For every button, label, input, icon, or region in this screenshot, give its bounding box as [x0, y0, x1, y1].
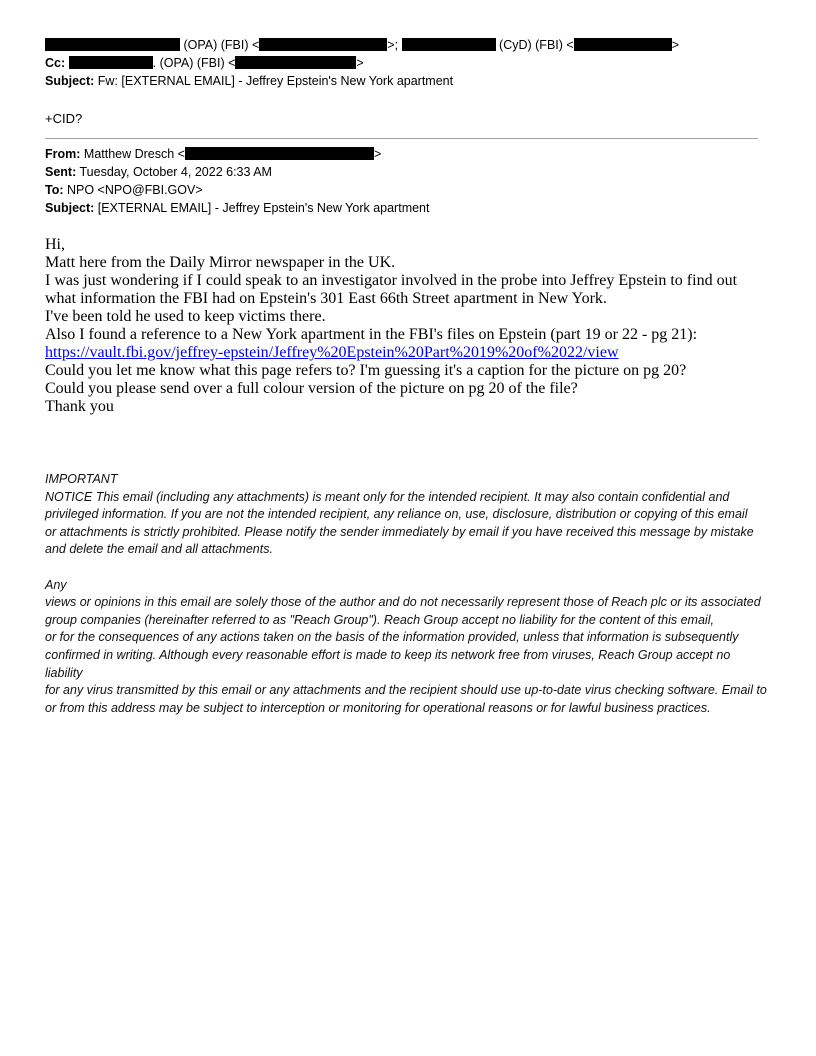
original-subject-label: Subject:	[45, 201, 95, 215]
forward-to-line	[45, 36, 771, 54]
email-document	[45, 36, 771, 717]
redaction-bar	[259, 38, 387, 51]
redaction-bar	[235, 56, 356, 69]
body-line: I've been told he used to keep victims there.	[45, 308, 326, 325]
cc-close-text: >	[356, 56, 364, 70]
cc-recipient-text: . (OPA) (FBI) <	[152, 56, 236, 70]
original-subject-value: [EXTERNAL EMAIL] - Jeffrey Epstein's New York apartment	[97, 201, 430, 215]
disclaimer-text: for any virus transmitted by this email or any attachments and the recipient should use up-to-date virus checking software. Email to or from this address may be subject to interception or monitoring for operational reasons or for lawful business practices.	[45, 683, 767, 715]
to-label: To:	[45, 183, 64, 197]
subject-value: Fw: [EXTERNAL EMAIL] - Jeffrey Epstein's New York apartment	[97, 74, 454, 88]
body-line: Could you let me know what this page refers to? I'm guessing it's a caption for the picture on pg 20?	[45, 362, 687, 379]
closing: Thank you	[45, 398, 114, 415]
legal-disclaimer	[45, 471, 771, 717]
disclaimer-text: or for the consequences of any actions taken on the basis of the information provided, unless that information is subsequently confirmed in writing. Although every reasonable effort is made to keep its network free from viruses, Reach Group accept no liability	[45, 630, 739, 680]
subject-label: Subject:	[45, 74, 95, 88]
sent-value: Tuesday, October 4, 2022 6:33 AM	[79, 165, 272, 179]
sent-label: Sent:	[45, 165, 77, 179]
redaction-bar	[185, 147, 374, 160]
original-from-line	[45, 145, 771, 163]
redaction-bar	[45, 38, 180, 51]
disclaimer-text: or attachments is strictly prohibited. Please notify the sender immediately by email if you have received this message by mistake and delete the email and all attachments.	[45, 524, 754, 557]
forward-cc-line	[45, 54, 771, 72]
forward-subject-line	[45, 72, 771, 90]
disclaimer-heading: IMPORTANT	[45, 472, 118, 486]
to-value: NPO <NPO@FBI.GOV>	[67, 183, 203, 197]
from-value: Matthew Dresch <	[83, 147, 185, 161]
body-line: Could you please send over a full colour version of the picture on pg 20 of the file?	[45, 380, 578, 397]
from-close-text: >	[374, 147, 382, 161]
disclaimer-text: views or opinions in this email are solely those of the author and do not necessarily represent those of Reach plc or its associated group companies (hereinafter referred to as "Reach Group"). Reach Group accept no liability for the content of this email,	[45, 595, 761, 627]
disclaimer-text: Any	[45, 577, 67, 592]
from-label: From:	[45, 147, 81, 161]
original-subject-line	[45, 199, 771, 217]
original-sent-line	[45, 163, 771, 181]
to-separator-text: >;	[387, 38, 399, 52]
vault-link[interactable]: https://vault.fbi.gov/jeffrey-epstein/Jeffrey%20Epstein%20Part%2019%20of%2022/view	[45, 344, 619, 361]
body-line: Also I found a reference to a New York apartment in the FBI's files on Epstein (part 19 or 22 - pg 21):	[45, 326, 698, 343]
original-to-line	[45, 181, 771, 199]
to-close-text: >	[671, 38, 680, 52]
redaction-bar	[69, 56, 153, 69]
body-line: Matt here from the Daily Mirror newspaper in the UK.	[45, 254, 396, 271]
redaction-bar	[402, 38, 496, 51]
greeting: Hi,	[45, 236, 65, 253]
to-recipient-2-text: (CyD) (FBI) <	[499, 38, 574, 52]
header-divider	[45, 138, 758, 139]
message-body	[45, 236, 771, 416]
body-line: I was just wondering if I could speak to an investigator involved in the probe into Jeffrey Epstein to find out what information the FBI had on Epstein's 301 East 66th Street apartment in New York.	[45, 272, 738, 307]
disclaimer-text: NOTICE This email (including any attachments) is meant only for the intended recipient. It may also contain confidential and privileged information. If you are not the intended recipient, any reliance on, use, disclosure, distribution or copying of this email	[45, 489, 748, 522]
cc-label: Cc:	[45, 56, 66, 70]
to-recipient-1-text: (OPA) (FBI) <	[183, 38, 260, 52]
forward-note: +CID?	[45, 111, 83, 126]
redaction-bar	[574, 38, 672, 51]
